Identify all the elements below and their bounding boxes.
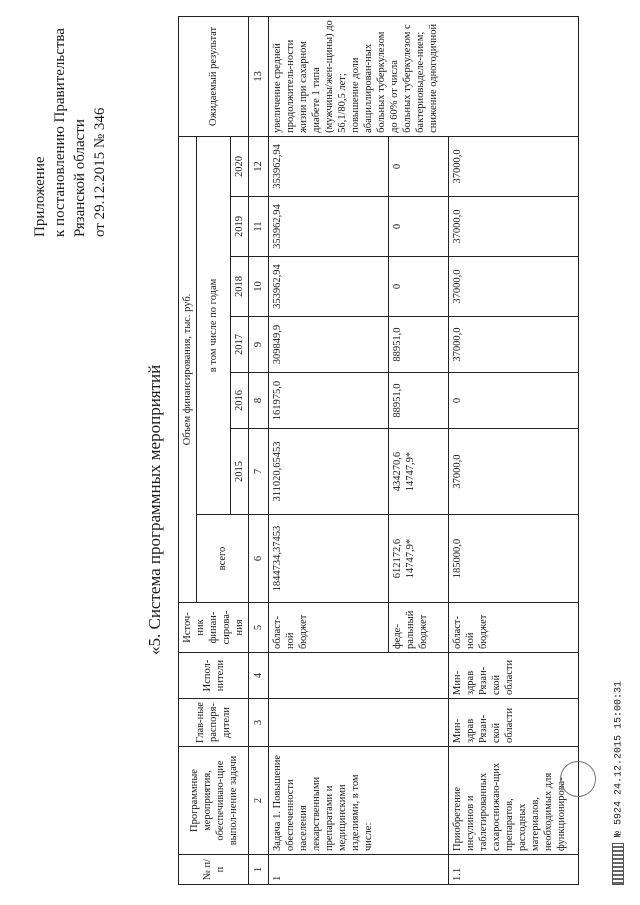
row-value: 311020,65453 [269, 429, 389, 515]
column-number: 10 [249, 257, 269, 317]
row-value: 309849,9 [269, 317, 389, 373]
barcode-icon [612, 843, 624, 885]
row-value: 0 [449, 373, 579, 429]
seal-mark [560, 761, 596, 797]
column-number: 6 [249, 515, 269, 603]
column-number: 9 [249, 317, 269, 373]
appendix-header [30, 17, 110, 237]
row-number: 1.1 [449, 855, 579, 885]
header-executors: Испол-нители [179, 653, 249, 699]
column-number-row [249, 16, 269, 884]
row-source: област-ной бюджет [269, 603, 389, 653]
row-value: 353962,94 [269, 197, 389, 257]
row-value: 353962,94 [269, 136, 389, 196]
appendix-line: от 29.12.2015 № 346 [92, 107, 108, 237]
column-number: 4 [249, 653, 269, 699]
appendix-line: к постановлению Правительства [52, 28, 68, 237]
column-number: 5 [249, 603, 269, 653]
appendix-line: Рязанской области [72, 119, 88, 237]
row-result: увеличение средней продолжитель-ности жизни при сахарном диабете 1 типа (мужчины/жен-щины) до 56,1/80,5 лет; повышение доли абациллирован-ных больных туберкулезом до 60% от числа больных туберкулезом с бактериовыделе-нием; снижение одногодичной [269, 16, 579, 136]
row-value: 37000,0 [449, 317, 579, 373]
row-manager: Мин-здрав Рязан-ской области [449, 699, 579, 747]
row-value: 353962,94 [269, 257, 389, 317]
row-source: област-ной бюджет [449, 603, 579, 653]
table-row [449, 16, 579, 884]
header-events: Программные мероприятия, обеспечиваю-щие выпол-нение задачи [179, 747, 249, 855]
header-year: 2018 [231, 257, 249, 317]
row-value: 37000,0 [449, 257, 579, 317]
row-value: 37000,0 [449, 197, 579, 257]
registration-number: № 5924 24.12.2015 15:00:31 [613, 680, 625, 837]
header-year: 2017 [231, 317, 249, 373]
row-manager [269, 699, 449, 747]
column-number: 11 [249, 197, 269, 257]
column-number: 12 [249, 136, 269, 196]
appendix-line: Приложение [32, 156, 48, 237]
row-total: 612172,6 14747,9* [389, 515, 449, 603]
row-value: 37000,0 [449, 136, 579, 196]
column-number: 3 [249, 699, 269, 747]
row-value: 0 [389, 197, 449, 257]
row-total: 1844734,37453 [269, 515, 389, 603]
row-text: Приобретение инсулинов и таблетированных сахароснижаю-щих препаратов, расходных материалов, необходимых для функционирова- [449, 747, 579, 855]
header-total: всего [197, 515, 249, 603]
header-result: Ожидаемый результат [179, 16, 249, 136]
header-year: 2020 [231, 136, 249, 196]
table-row [269, 16, 389, 884]
header-no: № п/п [179, 855, 249, 885]
column-number: 7 [249, 429, 269, 515]
column-number: 2 [249, 747, 269, 855]
row-value: 88951,0 [389, 373, 449, 429]
header-by-years: в том числе по годам [197, 136, 231, 514]
row-executor [269, 653, 449, 699]
section-title: «5. Система программных мероприятий [145, 364, 164, 655]
column-number: 8 [249, 373, 269, 429]
column-number: 13 [249, 16, 269, 136]
row-executor: Мин-здрав Рязан-ской области [449, 653, 579, 699]
header-year: 2019 [231, 197, 249, 257]
header-source: Источ-ник финан-сирова-ния [179, 603, 249, 653]
document-footer [612, 681, 625, 885]
row-value: 161975,0 [269, 373, 389, 429]
column-number: 1 [249, 855, 269, 885]
row-text: Задача 1. Повышение обеспеченности населения лекарственными препаратами и медицинскими изделиями, в том числе: [269, 747, 449, 855]
header-year: 2015 [231, 429, 249, 515]
row-value: 0 [389, 257, 449, 317]
header-year: 2016 [231, 373, 249, 429]
row-value: 0 [389, 136, 449, 196]
row-value: 434270,6 14747,9* [389, 429, 449, 515]
row-value: 37000,0 [449, 429, 579, 515]
row-value: 88951,0 [389, 317, 449, 373]
row-number: 1 [269, 855, 449, 885]
row-source: феде-ральный бюджет [389, 603, 449, 653]
header-managers: Глав-ные распоря-дители [179, 699, 249, 747]
header-funding: Объем финансирования, тыс. руб. [179, 136, 197, 602]
program-events-table [178, 16, 579, 885]
row-total: 185000,0 [449, 515, 579, 603]
